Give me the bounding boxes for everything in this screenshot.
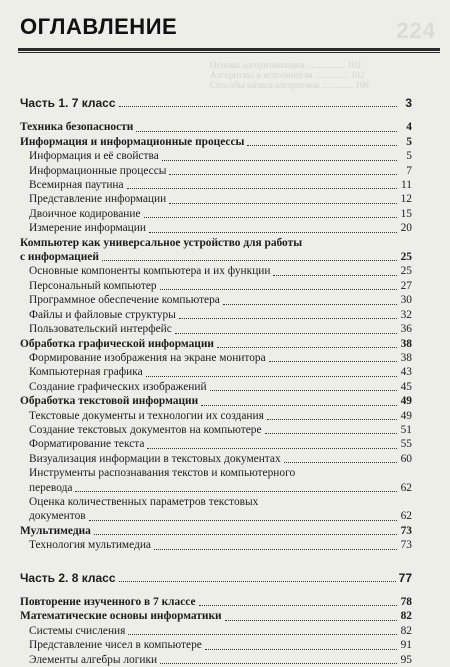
- toc-entry-title: Пользовательский интерфейс: [29, 323, 172, 336]
- toc-entry[interactable]: [20, 236, 412, 265]
- toc-entry-title: Инструменты распознавания текстов и компьютерного: [29, 467, 296, 480]
- dot-leader: [102, 260, 397, 261]
- toc-entry[interactable]: [20, 524, 412, 538]
- toc-entry-title: Форматирование текста: [29, 438, 145, 451]
- toc-entry-title: Технология мультимедиа: [29, 539, 151, 552]
- toc-entry-title: Повторение изученного в 7 классе: [20, 596, 196, 608]
- dot-leader: [162, 160, 397, 161]
- ghost-line: Способы записи алгоритмов .............. 106: [210, 80, 369, 90]
- toc-entry-line: [20, 250, 412, 264]
- toc-entry-line: [20, 509, 412, 523]
- toc-entry-page: 60: [400, 452, 412, 465]
- toc-entry-title: Создание графических изображений: [29, 380, 207, 393]
- toc-entry[interactable]: [20, 308, 412, 322]
- toc-entry-page: 43: [400, 366, 412, 379]
- toc-entry[interactable]: [20, 409, 412, 423]
- dot-leader: [205, 649, 397, 650]
- toc-entry[interactable]: [20, 279, 412, 293]
- toc-entry-page: 11: [401, 179, 412, 192]
- dot-leader: [265, 433, 397, 434]
- toc-entry-page: 51: [400, 423, 412, 436]
- toc-entry-title: Персональный компьютер: [29, 279, 157, 292]
- toc-entry-title: Обработка текстовой информации: [20, 395, 199, 408]
- dot-leader: [154, 549, 397, 550]
- toc-entry-title: Математические основы информатики: [20, 610, 222, 623]
- section-spacer: [20, 585, 412, 595]
- toc-entry-page: 62: [400, 481, 412, 494]
- toc-entry-line: [20, 466, 412, 480]
- dot-leader: [127, 188, 397, 189]
- toc-entry[interactable]: [20, 351, 412, 365]
- ghost-line: Алгоритмы и исполнители ............... 102: [210, 70, 365, 80]
- toc-entry-line: [20, 481, 412, 495]
- toc-entry-page: 7: [406, 164, 412, 177]
- table-of-contents: [20, 96, 412, 667]
- dot-leader: [223, 304, 397, 305]
- toc-entry[interactable]: [20, 207, 412, 221]
- toc-entry-page: 36: [400, 323, 412, 336]
- toc-entry-page: 3: [405, 96, 412, 110]
- toc-entry-title: Информация и информационные процессы: [20, 135, 245, 148]
- title-rule-thin: [18, 52, 440, 53]
- toc-entry-page: 4: [406, 121, 412, 134]
- toc-entry-page: 20: [400, 222, 412, 235]
- toc-entry-title: Компьютерная графика: [29, 366, 143, 379]
- dot-leader: [119, 581, 396, 582]
- dot-leader: [169, 203, 397, 204]
- toc-entry[interactable]: [20, 595, 412, 609]
- toc-entry-line: [20, 236, 412, 250]
- toc-entry[interactable]: [20, 264, 412, 278]
- toc-entry-page: 73: [400, 524, 412, 537]
- toc-entry[interactable]: [20, 337, 412, 351]
- toc-entry-title: Представление информации: [29, 193, 167, 206]
- toc-entry-title: Создание текстовых документов на компьютере: [29, 423, 262, 436]
- dot-leader: [269, 361, 397, 362]
- toc-entry-title: Текстовые документы и технологии их создания: [29, 409, 264, 422]
- toc-entry-page: 15: [400, 207, 412, 220]
- dot-leader: [144, 217, 397, 218]
- toc-entry-line: [20, 495, 412, 509]
- toc-entry[interactable]: [20, 322, 412, 336]
- toc-entry-page: 49: [400, 395, 412, 408]
- toc-entry[interactable]: [20, 452, 412, 466]
- toc-entry-page: 91: [400, 639, 412, 652]
- toc-entry[interactable]: [20, 149, 412, 163]
- toc-entry[interactable]: [20, 394, 412, 408]
- toc-entry[interactable]: [20, 365, 412, 379]
- dot-leader: [199, 605, 397, 606]
- dot-leader: [94, 534, 397, 535]
- toc-entry[interactable]: [20, 221, 412, 235]
- toc-entry[interactable]: [20, 120, 412, 134]
- toc-entry-page: 5: [406, 150, 412, 163]
- title-rule: [18, 48, 440, 51]
- toc-entry-page: 12: [400, 193, 412, 206]
- toc-entry[interactable]: [20, 178, 412, 192]
- toc-entry[interactable]: [20, 437, 412, 451]
- toc-entry[interactable]: [20, 466, 412, 495]
- bleed-through-text: [210, 60, 425, 90]
- toc-entry-title: Компьютер как универсальное устройство для работы: [20, 236, 303, 249]
- section-spacer: [20, 110, 412, 120]
- toc-entry-title: Элементы алгебры логики: [29, 653, 158, 666]
- toc-entry-title-cont: перевода: [29, 481, 73, 494]
- toc-entry-title: Системы счисления: [29, 624, 126, 637]
- dot-leader: [136, 131, 397, 132]
- toc-entry[interactable]: [20, 538, 412, 552]
- dot-leader: [179, 318, 397, 319]
- toc-entry-title: Формирование изображения на экране монитора: [29, 351, 266, 364]
- toc-entry-title: Часть 2. 8 класс: [20, 570, 116, 585]
- toc-entry-page: 25: [400, 265, 412, 278]
- toc-entry-title: Техника безопасности: [20, 121, 134, 134]
- toc-entry-title: Основные компоненты компьютера и их функции: [29, 265, 271, 278]
- toc-entry-title: Обработка графической информации: [20, 337, 214, 350]
- dot-leader: [217, 347, 397, 348]
- dot-leader: [146, 376, 397, 377]
- toc-entry-page: 77: [398, 570, 412, 585]
- toc-entry-page: 45: [400, 380, 412, 393]
- toc-entry[interactable]: [20, 96, 412, 110]
- toc-entry-title: Программное обеспечение компьютера: [29, 294, 220, 307]
- dot-leader: [149, 232, 397, 233]
- toc-entry-page: 27: [400, 279, 412, 292]
- part-spacer: [20, 553, 412, 571]
- toc-entry[interactable]: [20, 135, 412, 149]
- toc-entry-page: 82: [400, 610, 412, 623]
- dot-leader: [160, 663, 397, 664]
- toc-entry-title: Часть 1. 7 класс: [20, 96, 116, 110]
- page-number: 224: [396, 18, 436, 43]
- dot-leader: [160, 289, 397, 290]
- toc-entry[interactable]: [20, 638, 412, 652]
- dot-leader: [147, 448, 397, 449]
- toc-entry[interactable]: [20, 495, 412, 524]
- dot-leader: [267, 419, 397, 420]
- dot-leader: [284, 462, 397, 463]
- toc-entry-page: 82: [400, 624, 412, 637]
- toc-entry-title: Двоичное кодирование: [29, 207, 141, 220]
- toc-entry-title: Оценка количественных параметров текстовых: [29, 495, 259, 508]
- toc-entry[interactable]: [20, 423, 412, 437]
- toc-entry-title: Измерение информации: [29, 222, 146, 235]
- toc-entry-title: Всемирная паутина: [29, 179, 124, 192]
- toc-entry[interactable]: [20, 624, 412, 638]
- toc-entry-page: 49: [400, 409, 412, 422]
- toc-entry-title-cont: с информацией: [20, 251, 99, 264]
- toc-entry-page: 78: [400, 596, 412, 608]
- toc-entry-title: Информационные процессы: [29, 164, 167, 177]
- toc-entry-page: 55: [400, 438, 412, 451]
- dot-leader: [210, 390, 397, 391]
- toc-entry-page: 38: [400, 337, 412, 350]
- toc-entry-page: 62: [400, 510, 412, 523]
- toc-entry-page: 73: [400, 539, 412, 552]
- dot-leader: [273, 275, 397, 276]
- toc-entry[interactable]: [20, 571, 412, 585]
- dot-leader: [89, 520, 397, 521]
- toc-entry-page: 25: [400, 251, 412, 264]
- dot-leader: [128, 634, 397, 635]
- toc-entry-title: Представление чисел в компьютере: [29, 639, 202, 652]
- dot-leader: [225, 620, 397, 621]
- toc-entry-title: Файлы и файловые структуры: [29, 308, 176, 321]
- toc-entry[interactable]: [20, 609, 412, 623]
- dot-leader: [75, 491, 397, 492]
- dot-leader: [247, 145, 397, 146]
- toc-entry-title-cont: документов: [29, 510, 86, 523]
- dot-leader: [201, 405, 397, 406]
- toc-entry-page: 5: [406, 135, 412, 148]
- toc-entry-title: Информация и её свойства: [29, 150, 159, 163]
- toc-entry-page: 32: [400, 308, 412, 321]
- toc-entry[interactable]: [20, 192, 412, 206]
- toc-entry-title: Мультимедиа: [20, 524, 91, 537]
- page-title: ОГЛАВЛЕНИЕ: [20, 14, 178, 39]
- dot-leader: [169, 174, 397, 175]
- toc-entry[interactable]: [20, 293, 412, 307]
- toc-entry-page: 38: [400, 351, 412, 364]
- ghost-line: Основы алгоритмизации ................. 102: [210, 60, 361, 70]
- dot-leader: [175, 333, 397, 334]
- toc-entry-page: 95: [400, 653, 412, 666]
- toc-entry[interactable]: [20, 380, 412, 394]
- toc-entry[interactable]: [20, 164, 412, 178]
- dot-leader: [119, 106, 397, 107]
- toc-entry-page: 30: [400, 294, 412, 307]
- toc-entry-title: Визуализация информации в текстовых документах: [29, 452, 281, 465]
